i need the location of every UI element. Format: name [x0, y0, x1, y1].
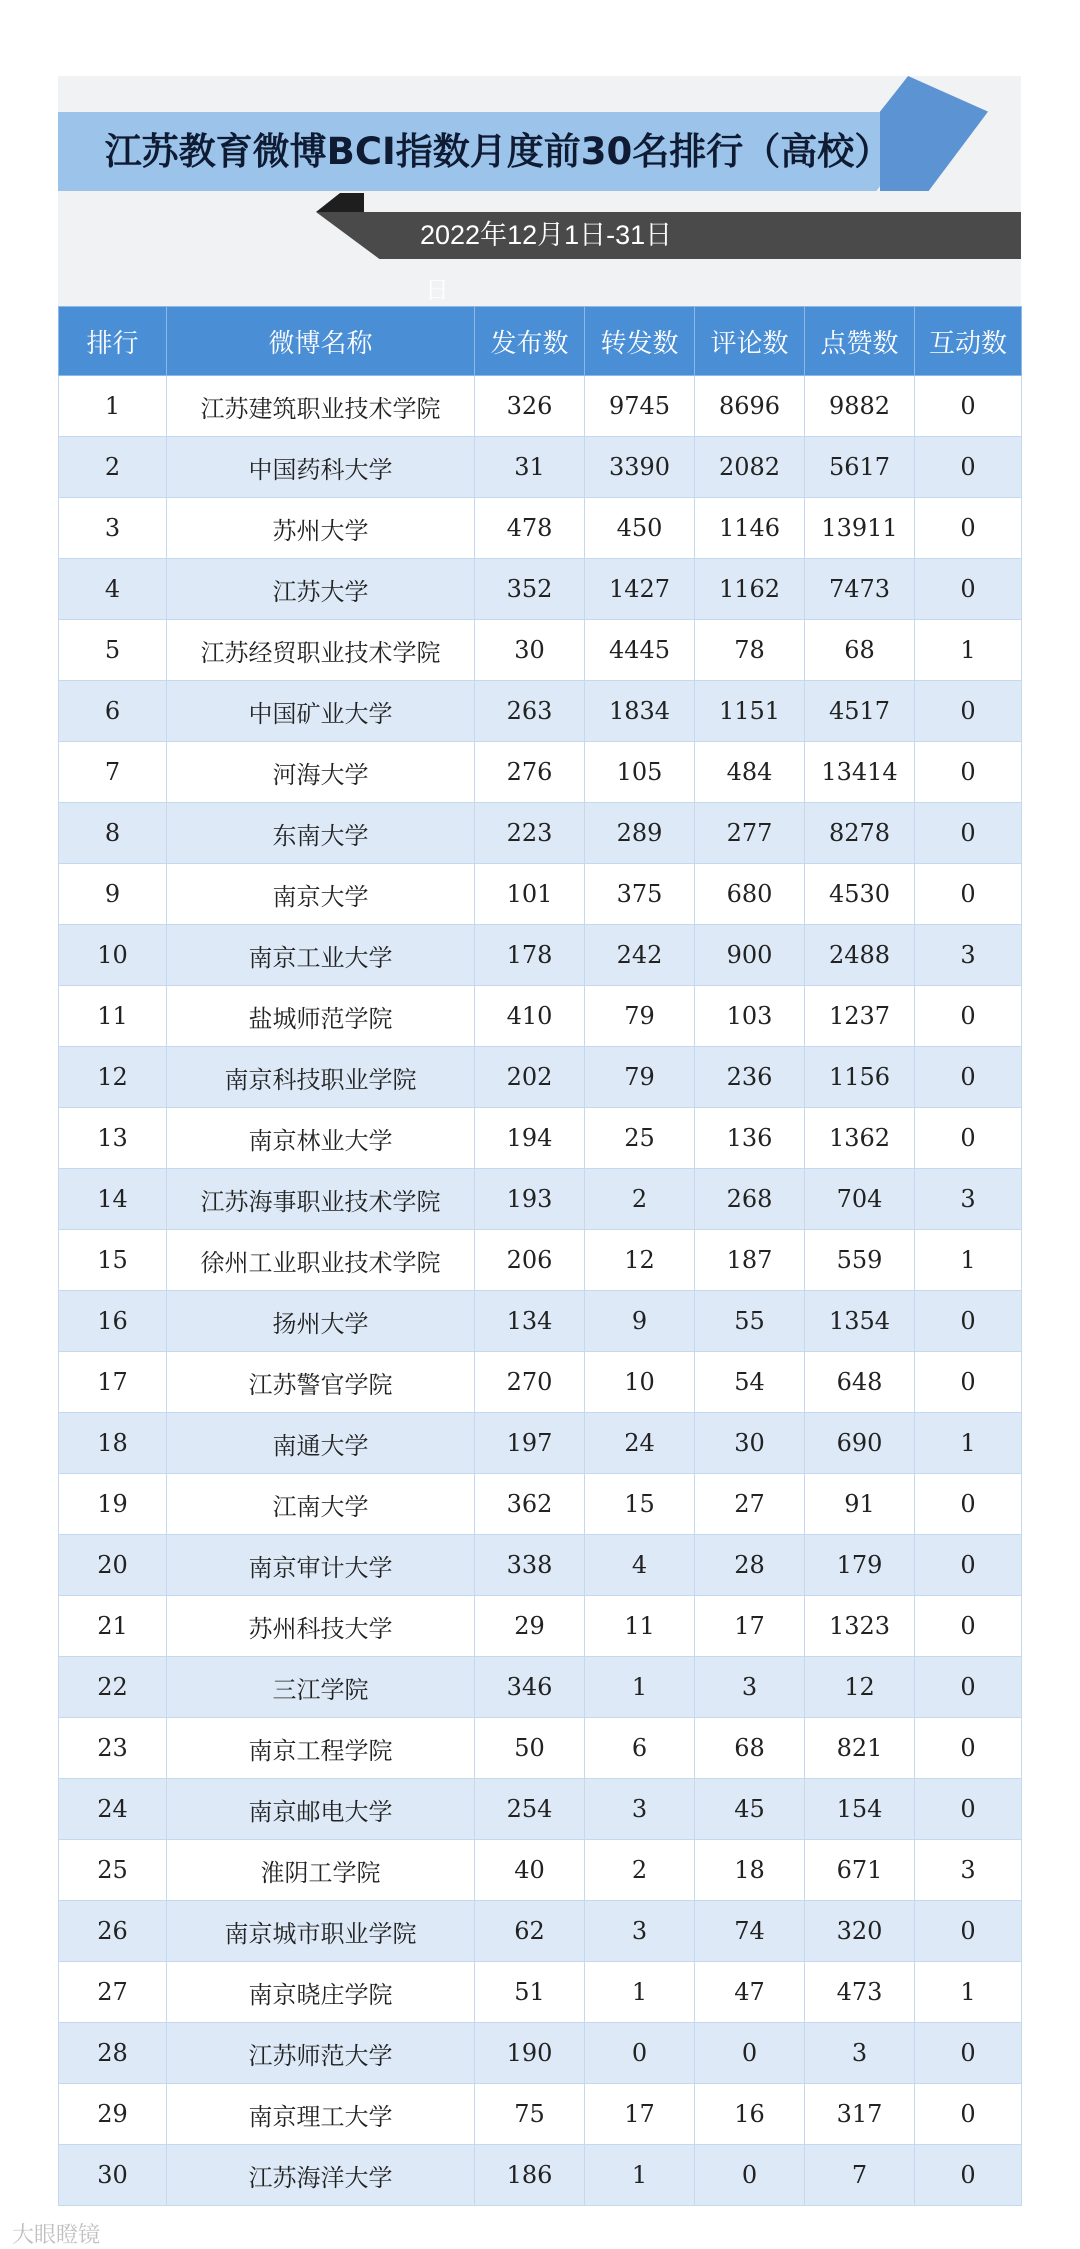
name-cell: 河海大学 — [167, 742, 475, 803]
header-panel — [58, 76, 1021, 306]
column-header-reposts: 转发数 — [585, 307, 695, 376]
reposts-cell: 10 — [585, 1352, 695, 1413]
name-cell: 江苏建筑职业技术学院 — [167, 376, 475, 437]
rank-cell: 19 — [59, 1474, 167, 1535]
table-row — [59, 1108, 1022, 1169]
likes-cell: 2488 — [805, 925, 915, 986]
table-row — [59, 681, 1022, 742]
rank-cell: 23 — [59, 1718, 167, 1779]
table-row — [59, 559, 1022, 620]
table-row — [59, 742, 1022, 803]
reposts-cell: 289 — [585, 803, 695, 864]
reposts-cell: 11 — [585, 1596, 695, 1657]
rank-cell: 12 — [59, 1047, 167, 1108]
likes-cell: 154 — [805, 1779, 915, 1840]
date-range: 2022年12月1日-31日 — [420, 220, 673, 250]
likes-cell: 690 — [805, 1413, 915, 1474]
reposts-cell: 4 — [585, 1535, 695, 1596]
name-cell: 盐城师范学院 — [167, 986, 475, 1047]
posts-cell: 478 — [475, 498, 585, 559]
interactions-cell: 0 — [915, 1718, 1022, 1779]
reposts-cell: 3 — [585, 1901, 695, 1962]
posts-cell: 254 — [475, 1779, 585, 1840]
posts-cell: 202 — [475, 1047, 585, 1108]
posts-cell: 134 — [475, 1291, 585, 1352]
interactions-cell: 0 — [915, 437, 1022, 498]
likes-cell: 13414 — [805, 742, 915, 803]
likes-cell: 1362 — [805, 1108, 915, 1169]
table-row — [59, 2145, 1022, 2206]
rank-cell: 1 — [59, 376, 167, 437]
posts-cell: 178 — [475, 925, 585, 986]
interactions-cell: 0 — [915, 1474, 1022, 1535]
rank-cell: 17 — [59, 1352, 167, 1413]
likes-cell: 8278 — [805, 803, 915, 864]
comments-cell: 3 — [695, 1657, 805, 1718]
likes-cell: 317 — [805, 2084, 915, 2145]
interactions-cell: 0 — [915, 1291, 1022, 1352]
likes-cell: 1354 — [805, 1291, 915, 1352]
name-cell: 南京工业大学 — [167, 925, 475, 986]
reposts-cell: 242 — [585, 925, 695, 986]
posts-cell: 338 — [475, 1535, 585, 1596]
reposts-cell: 24 — [585, 1413, 695, 1474]
interactions-cell: 0 — [915, 864, 1022, 925]
posts-cell: 263 — [475, 681, 585, 742]
comments-cell: 484 — [695, 742, 805, 803]
name-cell: 淮阴工学院 — [167, 1840, 475, 1901]
comments-cell: 0 — [695, 2145, 805, 2206]
likes-cell: 704 — [805, 1169, 915, 1230]
name-cell: 南京理工大学 — [167, 2084, 475, 2145]
table-row — [59, 376, 1022, 437]
interactions-cell: 0 — [915, 2023, 1022, 2084]
name-cell: 中国矿业大学 — [167, 681, 475, 742]
name-cell: 江苏师范大学 — [167, 2023, 475, 2084]
comments-cell: 187 — [695, 1230, 805, 1291]
table-header-row — [59, 307, 1022, 376]
table-row — [59, 1840, 1022, 1901]
comments-cell: 680 — [695, 864, 805, 925]
table-row — [59, 803, 1022, 864]
interactions-cell: 0 — [915, 681, 1022, 742]
rank-cell: 10 — [59, 925, 167, 986]
posts-cell: 410 — [475, 986, 585, 1047]
table-row — [59, 1596, 1022, 1657]
interactions-cell: 3 — [915, 925, 1022, 986]
reposts-cell: 1 — [585, 2145, 695, 2206]
comments-cell: 55 — [695, 1291, 805, 1352]
posts-cell: 326 — [475, 376, 585, 437]
ranking-table — [58, 306, 1022, 2206]
page-title: 江苏教育微博BCI指数月度前30名排行（高校） — [104, 130, 892, 173]
name-cell: 南京工程学院 — [167, 1718, 475, 1779]
table-row — [59, 1901, 1022, 1962]
interactions-cell: 0 — [915, 498, 1022, 559]
posts-cell: 190 — [475, 2023, 585, 2084]
table-row — [59, 1230, 1022, 1291]
rank-cell: 26 — [59, 1901, 167, 1962]
column-header-name: 微博名称 — [167, 307, 475, 376]
watermark: 大眼瞪镜 — [12, 2223, 101, 2248]
comments-cell: 8696 — [695, 376, 805, 437]
table-row — [59, 864, 1022, 925]
likes-cell: 1156 — [805, 1047, 915, 1108]
likes-cell: 473 — [805, 1962, 915, 2023]
name-cell: 江南大学 — [167, 1474, 475, 1535]
column-header-interactions: 互动数 — [915, 307, 1022, 376]
reposts-cell: 3390 — [585, 437, 695, 498]
interactions-cell: 3 — [915, 1840, 1022, 1901]
comments-cell: 236 — [695, 1047, 805, 1108]
interactions-cell: 1 — [915, 620, 1022, 681]
column-header-rank: 排行 — [59, 307, 167, 376]
reposts-cell: 25 — [585, 1108, 695, 1169]
comments-cell: 277 — [695, 803, 805, 864]
interactions-cell: 0 — [915, 376, 1022, 437]
comments-cell: 2082 — [695, 437, 805, 498]
column-header-likes: 点赞数 — [805, 307, 915, 376]
posts-cell: 193 — [475, 1169, 585, 1230]
comments-cell: 16 — [695, 2084, 805, 2145]
table-row — [59, 620, 1022, 681]
name-cell: 江苏经贸职业技术学院 — [167, 620, 475, 681]
interactions-cell: 0 — [915, 1535, 1022, 1596]
posts-cell: 50 — [475, 1718, 585, 1779]
table-row — [59, 1657, 1022, 1718]
rank-cell: 7 — [59, 742, 167, 803]
table-row — [59, 2084, 1022, 2145]
posts-cell: 276 — [475, 742, 585, 803]
reposts-cell: 79 — [585, 986, 695, 1047]
interactions-cell: 0 — [915, 559, 1022, 620]
comments-cell: 78 — [695, 620, 805, 681]
rank-cell: 21 — [59, 1596, 167, 1657]
reposts-cell: 15 — [585, 1474, 695, 1535]
likes-cell: 671 — [805, 1840, 915, 1901]
name-cell: 东南大学 — [167, 803, 475, 864]
rank-cell: 24 — [59, 1779, 167, 1840]
posts-cell: 101 — [475, 864, 585, 925]
reposts-cell: 79 — [585, 1047, 695, 1108]
posts-cell: 206 — [475, 1230, 585, 1291]
reposts-cell: 1 — [585, 1962, 695, 2023]
rank-cell: 4 — [59, 559, 167, 620]
interactions-cell: 0 — [915, 1108, 1022, 1169]
likes-cell: 9882 — [805, 376, 915, 437]
date-overflow-text: 日 — [425, 277, 449, 304]
reposts-cell: 1834 — [585, 681, 695, 742]
likes-cell: 320 — [805, 1901, 915, 1962]
rank-cell: 15 — [59, 1230, 167, 1291]
table-row — [59, 1413, 1022, 1474]
interactions-cell: 0 — [915, 1596, 1022, 1657]
reposts-cell: 6 — [585, 1718, 695, 1779]
reposts-cell: 4445 — [585, 620, 695, 681]
comments-cell: 74 — [695, 1901, 805, 1962]
rank-cell: 3 — [59, 498, 167, 559]
reposts-cell: 375 — [585, 864, 695, 925]
posts-cell: 346 — [475, 1657, 585, 1718]
reposts-cell: 2 — [585, 1840, 695, 1901]
name-cell: 江苏大学 — [167, 559, 475, 620]
column-header-comments: 评论数 — [695, 307, 805, 376]
name-cell: 南京邮电大学 — [167, 1779, 475, 1840]
table-row — [59, 1535, 1022, 1596]
interactions-cell: 0 — [915, 2084, 1022, 2145]
rank-cell: 13 — [59, 1108, 167, 1169]
rank-cell: 27 — [59, 1962, 167, 2023]
reposts-cell: 105 — [585, 742, 695, 803]
table-row — [59, 925, 1022, 986]
interactions-cell: 0 — [915, 1901, 1022, 1962]
name-cell: 南京科技职业学院 — [167, 1047, 475, 1108]
comments-cell: 54 — [695, 1352, 805, 1413]
likes-cell: 179 — [805, 1535, 915, 1596]
interactions-cell: 1 — [915, 1413, 1022, 1474]
interactions-cell: 0 — [915, 986, 1022, 1047]
rank-cell: 14 — [59, 1169, 167, 1230]
reposts-cell: 1427 — [585, 559, 695, 620]
posts-cell: 29 — [475, 1596, 585, 1657]
posts-cell: 30 — [475, 620, 585, 681]
likes-cell: 12 — [805, 1657, 915, 1718]
likes-cell: 4530 — [805, 864, 915, 925]
reposts-cell: 12 — [585, 1230, 695, 1291]
rank-cell: 18 — [59, 1413, 167, 1474]
table-row — [59, 1474, 1022, 1535]
comments-cell: 28 — [695, 1535, 805, 1596]
likes-cell: 7 — [805, 2145, 915, 2206]
rank-cell: 2 — [59, 437, 167, 498]
rank-cell: 28 — [59, 2023, 167, 2084]
table-row — [59, 2023, 1022, 2084]
posts-cell: 40 — [475, 1840, 585, 1901]
comments-cell: 900 — [695, 925, 805, 986]
posts-cell: 194 — [475, 1108, 585, 1169]
name-cell: 江苏海洋大学 — [167, 2145, 475, 2206]
likes-cell: 13911 — [805, 498, 915, 559]
interactions-cell: 0 — [915, 1352, 1022, 1413]
likes-cell: 648 — [805, 1352, 915, 1413]
comments-cell: 30 — [695, 1413, 805, 1474]
table-row — [59, 1047, 1022, 1108]
table-row — [59, 1169, 1022, 1230]
comments-cell: 27 — [695, 1474, 805, 1535]
table-row — [59, 498, 1022, 559]
rank-cell: 8 — [59, 803, 167, 864]
likes-cell: 7473 — [805, 559, 915, 620]
posts-cell: 223 — [475, 803, 585, 864]
comments-cell: 268 — [695, 1169, 805, 1230]
comments-cell: 45 — [695, 1779, 805, 1840]
rank-cell: 22 — [59, 1657, 167, 1718]
rank-cell: 6 — [59, 681, 167, 742]
interactions-cell: 1 — [915, 1230, 1022, 1291]
posts-cell: 75 — [475, 2084, 585, 2145]
name-cell: 扬州大学 — [167, 1291, 475, 1352]
interactions-cell: 0 — [915, 2145, 1022, 2206]
name-cell: 南京林业大学 — [167, 1108, 475, 1169]
column-header-posts: 发布数 — [475, 307, 585, 376]
reposts-cell: 9745 — [585, 376, 695, 437]
interactions-cell: 0 — [915, 1657, 1022, 1718]
reposts-cell: 0 — [585, 2023, 695, 2084]
reposts-cell: 9 — [585, 1291, 695, 1352]
table-row — [59, 1718, 1022, 1779]
interactions-cell: 3 — [915, 1169, 1022, 1230]
posts-cell: 62 — [475, 1901, 585, 1962]
table-row — [59, 1291, 1022, 1352]
likes-cell: 1237 — [805, 986, 915, 1047]
likes-cell: 1323 — [805, 1596, 915, 1657]
likes-cell: 91 — [805, 1474, 915, 1535]
rank-cell: 29 — [59, 2084, 167, 2145]
posts-cell: 352 — [475, 559, 585, 620]
name-cell: 南京大学 — [167, 864, 475, 925]
interactions-cell: 0 — [915, 1779, 1022, 1840]
name-cell: 南京城市职业学院 — [167, 1901, 475, 1962]
interactions-cell: 0 — [915, 1047, 1022, 1108]
comments-cell: 1151 — [695, 681, 805, 742]
likes-cell: 3 — [805, 2023, 915, 2084]
reposts-cell: 1 — [585, 1657, 695, 1718]
comments-cell: 17 — [695, 1596, 805, 1657]
reposts-cell: 450 — [585, 498, 695, 559]
comments-cell: 47 — [695, 1962, 805, 2023]
rank-cell: 20 — [59, 1535, 167, 1596]
interactions-cell: 0 — [915, 803, 1022, 864]
comments-cell: 1162 — [695, 559, 805, 620]
rank-cell: 25 — [59, 1840, 167, 1901]
posts-cell: 362 — [475, 1474, 585, 1535]
rank-cell: 16 — [59, 1291, 167, 1352]
reposts-cell: 17 — [585, 2084, 695, 2145]
comments-cell: 18 — [695, 1840, 805, 1901]
name-cell: 苏州大学 — [167, 498, 475, 559]
name-cell: 南通大学 — [167, 1413, 475, 1474]
rank-cell: 11 — [59, 986, 167, 1047]
rank-cell: 30 — [59, 2145, 167, 2206]
rank-cell: 5 — [59, 620, 167, 681]
comments-cell: 1146 — [695, 498, 805, 559]
table-row — [59, 986, 1022, 1047]
name-cell: 南京晓庄学院 — [167, 1962, 475, 2023]
posts-cell: 197 — [475, 1413, 585, 1474]
posts-cell: 186 — [475, 2145, 585, 2206]
name-cell: 三江学院 — [167, 1657, 475, 1718]
likes-cell: 68 — [805, 620, 915, 681]
rank-cell: 9 — [59, 864, 167, 925]
reposts-cell: 3 — [585, 1779, 695, 1840]
posts-cell: 270 — [475, 1352, 585, 1413]
likes-cell: 821 — [805, 1718, 915, 1779]
name-cell: 苏州科技大学 — [167, 1596, 475, 1657]
comments-cell: 136 — [695, 1108, 805, 1169]
name-cell: 南京审计大学 — [167, 1535, 475, 1596]
table-body — [59, 376, 1022, 2206]
reposts-cell: 2 — [585, 1169, 695, 1230]
table-row — [59, 437, 1022, 498]
interactions-cell: 1 — [915, 1962, 1022, 2023]
interactions-cell: 0 — [915, 742, 1022, 803]
name-cell: 江苏警官学院 — [167, 1352, 475, 1413]
name-cell: 徐州工业职业技术学院 — [167, 1230, 475, 1291]
name-cell: 江苏海事职业技术学院 — [167, 1169, 475, 1230]
comments-cell: 0 — [695, 2023, 805, 2084]
table-row — [59, 1779, 1022, 1840]
comments-cell: 103 — [695, 986, 805, 1047]
likes-cell: 559 — [805, 1230, 915, 1291]
table-row — [59, 1962, 1022, 2023]
posts-cell: 31 — [475, 437, 585, 498]
table-row — [59, 1352, 1022, 1413]
posts-cell: 51 — [475, 1962, 585, 2023]
name-cell: 中国药科大学 — [167, 437, 475, 498]
comments-cell: 68 — [695, 1718, 805, 1779]
likes-cell: 4517 — [805, 681, 915, 742]
likes-cell: 5617 — [805, 437, 915, 498]
